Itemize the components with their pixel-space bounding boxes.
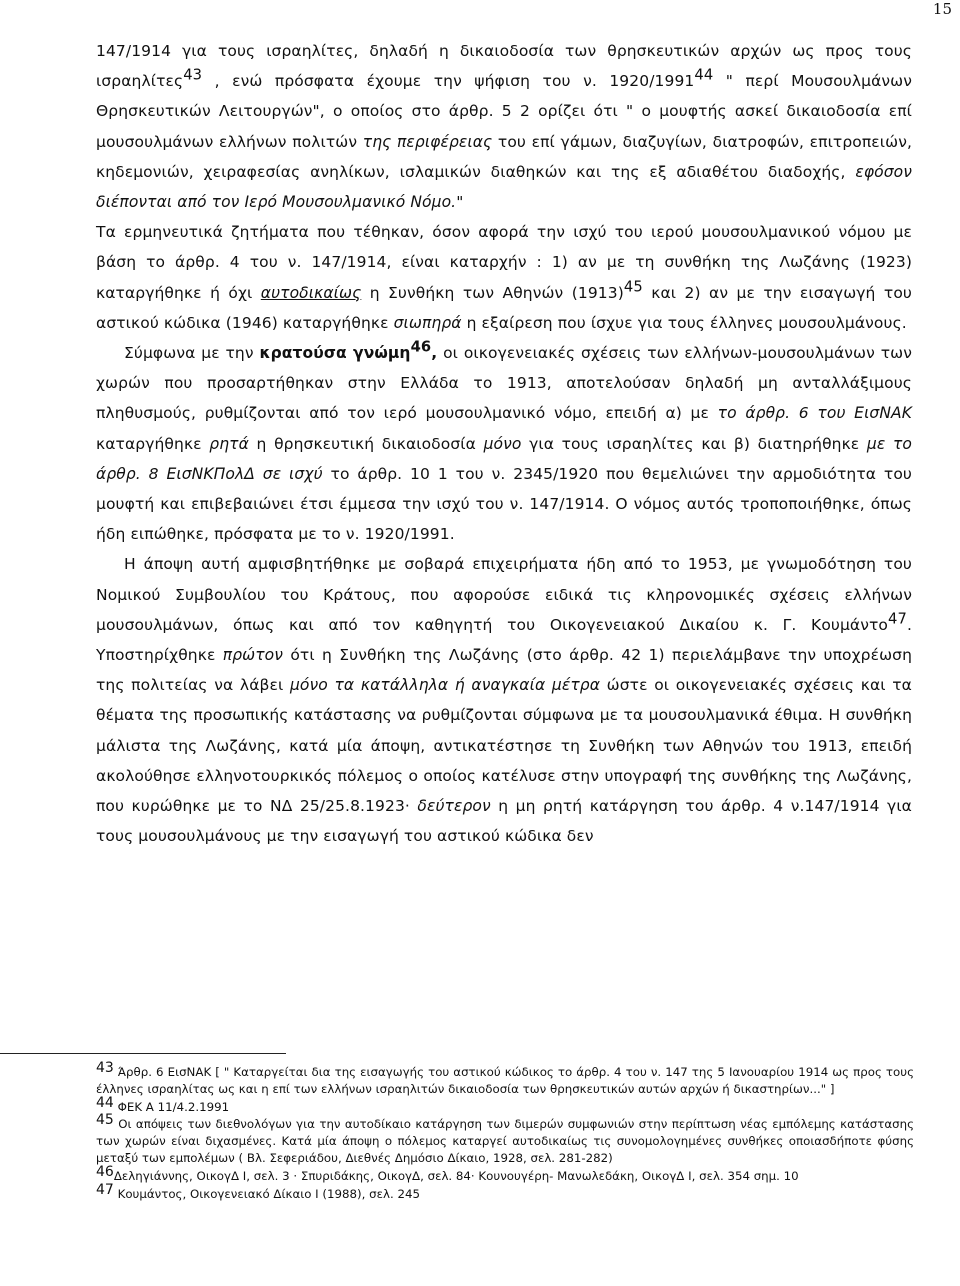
text-run: η Συνθήκη των Αθηνών (1913) <box>361 283 624 302</box>
text-run: δεύτερον <box>417 797 491 816</box>
footnote-text: Άρθρ. 6 ΕισΝΑΚ [ " Καταργείται δια της εισαγωγής του αστικού κώδικος το άρθρ. 4 του ν. 147 της 5 Ιανουαρίου 1914 ως προς τους έλληνες ισραηλίτας ως και η επί των ελλήνων ισραηλιτών δικαιοδοσία των θρησκευτικών αυτών αρχών ή δικαστηρίων..." ] <box>96 1065 914 1096</box>
page-number: 15 <box>932 0 952 18</box>
footnote <box>96 1112 914 1166</box>
footnote-text: Κουμάντος, Οικογενειακό Δίκαιο Ι (1988), σελ. 245 <box>113 1186 420 1201</box>
text-run: " <box>456 193 464 212</box>
text-run: η εξαίρεση που ίσχυε για τους έλληνες μουσουλμάνους. <box>461 313 907 332</box>
text-run: καταργήθηκε <box>96 434 210 453</box>
footnote-number: 45 <box>96 1112 114 1129</box>
text-run: Τα ερμηνευτικά ζητήματα που τέθηκαν, όσον αφορά την ισχύ του ιερού μουσουλμανικού νόμου με βάση το άρθρ. 4 του ν. 147/1914, είναι καταρχήν : 1) αν με τη συνθήκη της Λωζάνης (1923) καταργήθηκε ή όχι <box>96 223 912 302</box>
text-run: κρατούσα γνώμη <box>259 344 411 363</box>
footnote <box>96 1181 914 1203</box>
text-run: οι οικογενειακές σχέσεις των ελλήνων-μουσουλμάνων των χωρών που προσαρτήθηκαν στην Ελλάδα το 1913, αποτελούσαν δηλαδή μη ανταλλάξιμους πληθυσμούς, ρυθμίζονται από τον ιερό μουσουλμανικό νόμο, επειδή α) με <box>96 344 912 423</box>
text-run: με το άρθρ. 8 ΕισΝΚΠολΔ σε ισχύ <box>96 434 912 483</box>
footnote-text: ΦΕΚ Α 11/4.2.1991 <box>113 1099 230 1114</box>
text-run: της περιφέρειας <box>362 132 493 151</box>
text-run: Η άποψη αυτή αμφισβητήθηκε με σοβαρά επιχειρήματα ήδη από το 1953, με γνωμοδότηση του Νομικού Συμβουλίου του Κράτους, που αφορούσε ειδικά τις κληρονομικές σχέσεις ελλήνων μουσουλμάνων, όπως και από τον καθηγητή του Οικογενειακού Δικαίου κ. Γ. Κουμάντο <box>96 555 912 634</box>
text-run: το άρθρ. 10 1 του ν. 2345/1920 που θεμελιώνει την αρμοδιότητα του μουφτή και επιβεβαιώνει έτσι έμμεσα την ισχύ του ν. 147/1914. Ο νόμος αυτός τροποποιήθηκε, όπως ήδη ειπώθηκε, πρόσφατα με το ν. 1920/1991. <box>96 464 913 544</box>
text-run: του επί γάμων, διαζυγίων, διατροφών, επιτροπειών, κηδεμονιών, χειραφεσίας ανηλίκων, ισλαμικών διαθηκών και της εξ αδιαθέτου διαδοχής, <box>96 132 912 181</box>
text-run: σιωπηρά <box>393 313 462 332</box>
text-run: το άρθρ. 6 του ΕισΝΑΚ <box>717 404 912 423</box>
footnote <box>96 1059 914 1098</box>
text-run: . Υποστηρίχθηκε <box>96 615 912 665</box>
text-run: , ενώ πρόσφατα έχουμε την ψήφιση του ν. 1920/1991 <box>202 72 695 91</box>
text-run: για τους ισραηλίτες και β) διατηρήθηκε <box>521 434 867 453</box>
footnote-ref: 45 <box>623 278 643 295</box>
footnote-number: 43 <box>96 1059 114 1076</box>
text-run: Σύμφωνα με την <box>124 344 260 363</box>
footnote <box>96 1163 914 1185</box>
text-run: " περί Μουσουλμάνων Θρησκευτικών Λειτουργών", ο οποίος στο άρθρ. 5 2 ορίζει ότι " ο μουφτής ασκεί δικαιοδοσία επί μουσουλμάνων ελλήνων πολιτών <box>96 72 912 151</box>
footnote <box>96 1094 914 1116</box>
text-run: , <box>431 344 438 363</box>
footnote-ref: 46 <box>410 338 432 356</box>
footnote-text: Οι απόψεις των διεθνολόγων για την αυτοδίκαιο κατάργηση των διμερών συμφωνιών στην περίπτωση νέας εμπόλεμης κατάστασης των χωρών είναι διχασμένες. Κατά μία άποψη ο πόλεμος καταργεί αυτοδικαίως τις συνομολογημένες συνθήκες οποιασδήποτε φύσης μεταξύ των εμπολέμων ( Βλ. Σεφεριάδου, Διεθνές Δημόσιο Δίκαιο, 1928, σελ. 281-282) <box>96 1117 914 1165</box>
footnote-ref: 44 <box>694 66 714 84</box>
footnote-ref: 47 <box>888 610 907 628</box>
footnotes <box>96 1059 914 1203</box>
footnote-text: Δεληγιάννης, ΟικογΔ Ι, σελ. 3 · Σπυριδάκης, ΟικογΔ, σελ. 84· Κουνουγέρη- Μανωλεδάκη, ΟικογΔ Ι, σελ. 354 σημ. 10 <box>113 1168 799 1183</box>
footnote-number: 47 <box>96 1181 114 1198</box>
text-run: αυτοδικαίως <box>260 283 362 302</box>
text-run: ώστε οι οικογενειακές σχέσεις και τα θέματα της προσωπικής κατάστασης να ρυθμίζονται σύμφωνα με τα μουσουλμανικά έθιμα. Η συνθήκη μάλιστα της Λωζάνης, κατά μία άποψη, αντικατέστησε τη Συνθήκη των Αθηνών του 1913, επειδή ακολούθησε ελληνοτουρκικός πόλεμος ο οποίος κατέλυσε στην υπογραφή της συνθήκης της Λωζάνης, που κυρώθηκε με το ΝΔ 25/25.8.1923· <box>96 676 912 816</box>
text-run: μόνο <box>483 434 522 453</box>
text-run: η μη ρητή κατάργηση του άρθρ. 4 ν.147/1914 για τους μουσουλμάνους με την εισαγωγή του αστικού κώδικα δεν <box>96 797 912 846</box>
text-run: ότι η Συνθήκη της Λωζάνης (στο άρθρ. 42 1) περιελάμβανε την υποχρέωση της πολιτείας να λάβει <box>96 646 913 695</box>
footnote-ref: 43 <box>183 66 203 84</box>
paragraph <box>96 549 912 851</box>
text-run: η θρησκευτική δικαιοδοσία <box>248 434 484 453</box>
body-text <box>96 36 912 851</box>
text-run: 147/1914 για τους ισραηλίτες, δηλαδή η δικαιοδοσία των θρησκευτικών αρχών ως προς τους ισραηλίτες <box>96 42 912 91</box>
footnote-number: 44 <box>96 1094 114 1111</box>
footnote-separator <box>0 1053 286 1054</box>
paragraph <box>96 36 912 217</box>
paragraph <box>96 217 912 338</box>
text-run: μόνο τα κατάλληλα ή αναγκαία μέτρα <box>289 676 601 695</box>
text-run: εφόσον διέπονται από τον Ιερό Μουσουλμανικό Νόμο. <box>96 162 912 212</box>
text-run: και 2) αν με την εισαγωγή του αστικού κώδικα (1946) καταργήθηκε <box>96 283 912 332</box>
footnote-number: 46 <box>96 1163 114 1180</box>
paragraph <box>96 338 912 549</box>
text-run: ρητά <box>209 434 249 453</box>
text-run: πρώτον <box>222 646 283 665</box>
